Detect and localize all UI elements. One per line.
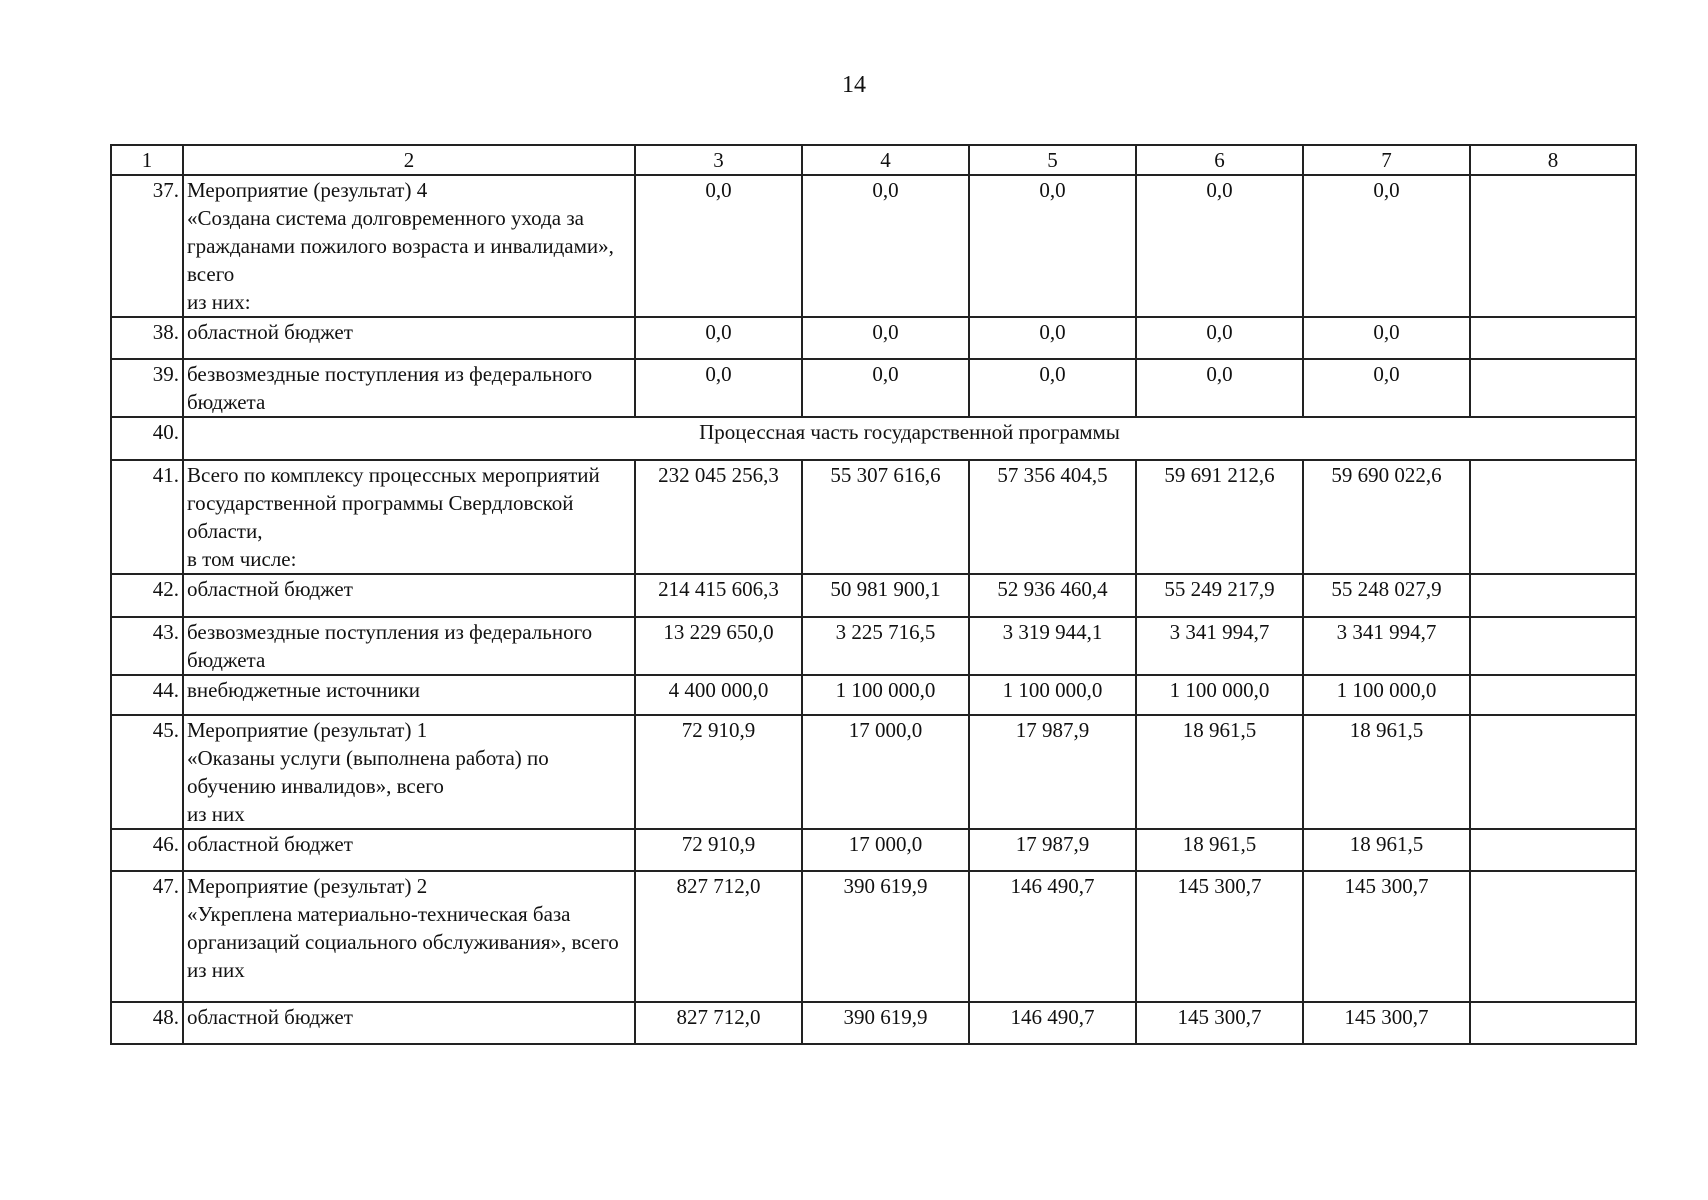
- amount-cell: 57 356 404,5: [969, 460, 1136, 574]
- amount-cell: 390 619,9: [802, 1002, 969, 1044]
- amount-cell: 1 100 000,0: [802, 675, 969, 715]
- row-description: Мероприятие (результат) 4 «Создана система долговременного ухода за гражданами пожилого возраста и инвалидами», всего из них:: [183, 175, 635, 317]
- note-cell: [1470, 715, 1636, 829]
- amount-cell: 0,0: [969, 317, 1136, 359]
- amount-cell: 145 300,7: [1303, 871, 1470, 1002]
- amount-cell: 0,0: [969, 175, 1136, 317]
- amount-cell: 0,0: [802, 359, 969, 417]
- row-description: областной бюджет: [183, 1002, 635, 1044]
- row-description: областной бюджет: [183, 574, 635, 617]
- column-header: 3: [635, 145, 802, 175]
- row-description: Мероприятие (результат) 1 «Оказаны услуги (выполнена работа) по обучению инвалидов», всего из них: [183, 715, 635, 829]
- row-description: внебюджетные источники: [183, 675, 635, 715]
- amount-cell: 0,0: [1303, 359, 1470, 417]
- note-cell: [1470, 574, 1636, 617]
- row-description: Мероприятие (результат) 2 «Укреплена материально-техническая база организаций социального обслуживания», всего из них: [183, 871, 635, 1002]
- column-header: 1: [111, 145, 183, 175]
- amount-cell: 17 000,0: [802, 715, 969, 829]
- note-cell: [1470, 359, 1636, 417]
- amount-cell: 50 981 900,1: [802, 574, 969, 617]
- row-number: 37.: [111, 175, 183, 317]
- amount-cell: 0,0: [635, 359, 802, 417]
- row-description: безвозмездные поступления из федерального бюджета: [183, 359, 635, 417]
- column-number-header-row: [111, 145, 1636, 175]
- amount-cell: 232 045 256,3: [635, 460, 802, 574]
- amount-cell: 214 415 606,3: [635, 574, 802, 617]
- amount-cell: 17 987,9: [969, 715, 1136, 829]
- amount-cell: 59 690 022,6: [1303, 460, 1470, 574]
- note-cell: [1470, 1002, 1636, 1044]
- row-description: безвозмездные поступления из федерального бюджета: [183, 617, 635, 675]
- row-number: 47.: [111, 871, 183, 1002]
- note-cell: [1470, 829, 1636, 871]
- amount-cell: 17 000,0: [802, 829, 969, 871]
- amount-cell: 145 300,7: [1303, 1002, 1470, 1044]
- column-header: 7: [1303, 145, 1470, 175]
- amount-cell: 146 490,7: [969, 1002, 1136, 1044]
- amount-cell: 3 341 994,7: [1303, 617, 1470, 675]
- amount-cell: 72 910,9: [635, 829, 802, 871]
- amount-cell: 0,0: [1303, 317, 1470, 359]
- amount-cell: 72 910,9: [635, 715, 802, 829]
- section-row: [111, 417, 1636, 460]
- table-row: [111, 617, 1636, 675]
- table-row: [111, 715, 1636, 829]
- amount-cell: 146 490,7: [969, 871, 1136, 1002]
- amount-cell: 17 987,9: [969, 829, 1136, 871]
- row-number: 46.: [111, 829, 183, 871]
- row-number: 39.: [111, 359, 183, 417]
- page-number: 14: [842, 72, 866, 98]
- amount-cell: 3 341 994,7: [1136, 617, 1303, 675]
- budget-table: [110, 144, 1637, 1045]
- amount-cell: 55 248 027,9: [1303, 574, 1470, 617]
- row-number: 40.: [111, 417, 183, 460]
- amount-cell: 55 249 217,9: [1136, 574, 1303, 617]
- amount-cell: 0,0: [802, 175, 969, 317]
- amount-cell: 0,0: [635, 317, 802, 359]
- note-cell: [1470, 317, 1636, 359]
- amount-cell: 18 961,5: [1303, 829, 1470, 871]
- amount-cell: 3 319 944,1: [969, 617, 1136, 675]
- amount-cell: 0,0: [1303, 175, 1470, 317]
- amount-cell: 390 619,9: [802, 871, 969, 1002]
- note-cell: [1470, 175, 1636, 317]
- table-row: [111, 574, 1636, 617]
- amount-cell: 0,0: [969, 359, 1136, 417]
- note-cell: [1470, 617, 1636, 675]
- column-header: 4: [802, 145, 969, 175]
- table-row: [111, 1002, 1636, 1044]
- row-number: 43.: [111, 617, 183, 675]
- amount-cell: 52 936 460,4: [969, 574, 1136, 617]
- row-description: областной бюджет: [183, 829, 635, 871]
- amount-cell: 145 300,7: [1136, 1002, 1303, 1044]
- row-number: 44.: [111, 675, 183, 715]
- amount-cell: 0,0: [802, 317, 969, 359]
- table-row: [111, 317, 1636, 359]
- amount-cell: 827 712,0: [635, 871, 802, 1002]
- amount-cell: 0,0: [1136, 359, 1303, 417]
- amount-cell: 1 100 000,0: [1303, 675, 1470, 715]
- row-description: областной бюджет: [183, 317, 635, 359]
- amount-cell: 0,0: [1136, 317, 1303, 359]
- amount-cell: 18 961,5: [1303, 715, 1470, 829]
- row-description: Всего по комплексу процессных мероприятий государственной программы Свердловской области, в том числе:: [183, 460, 635, 574]
- row-number: 41.: [111, 460, 183, 574]
- column-header: 6: [1136, 145, 1303, 175]
- table-row: [111, 675, 1636, 715]
- amount-cell: 18 961,5: [1136, 829, 1303, 871]
- table-row: [111, 359, 1636, 417]
- amount-cell: 59 691 212,6: [1136, 460, 1303, 574]
- row-number: 42.: [111, 574, 183, 617]
- note-cell: [1470, 460, 1636, 574]
- section-title: Процессная часть государственной программы: [183, 417, 1636, 460]
- table-row: [111, 175, 1636, 317]
- table-row: [111, 871, 1636, 1002]
- table-row: [111, 460, 1636, 574]
- column-header: 8: [1470, 145, 1636, 175]
- row-number: 38.: [111, 317, 183, 359]
- note-cell: [1470, 871, 1636, 1002]
- table-row: [111, 829, 1636, 871]
- amount-cell: 1 100 000,0: [969, 675, 1136, 715]
- amount-cell: 1 100 000,0: [1136, 675, 1303, 715]
- amount-cell: 827 712,0: [635, 1002, 802, 1044]
- amount-cell: 18 961,5: [1136, 715, 1303, 829]
- amount-cell: 13 229 650,0: [635, 617, 802, 675]
- amount-cell: 145 300,7: [1136, 871, 1303, 1002]
- row-number: 45.: [111, 715, 183, 829]
- amount-cell: 0,0: [635, 175, 802, 317]
- amount-cell: 4 400 000,0: [635, 675, 802, 715]
- note-cell: [1470, 675, 1636, 715]
- amount-cell: 55 307 616,6: [802, 460, 969, 574]
- amount-cell: 0,0: [1136, 175, 1303, 317]
- amount-cell: 3 225 716,5: [802, 617, 969, 675]
- column-header: 5: [969, 145, 1136, 175]
- row-number: 48.: [111, 1002, 183, 1044]
- column-header: 2: [183, 145, 635, 175]
